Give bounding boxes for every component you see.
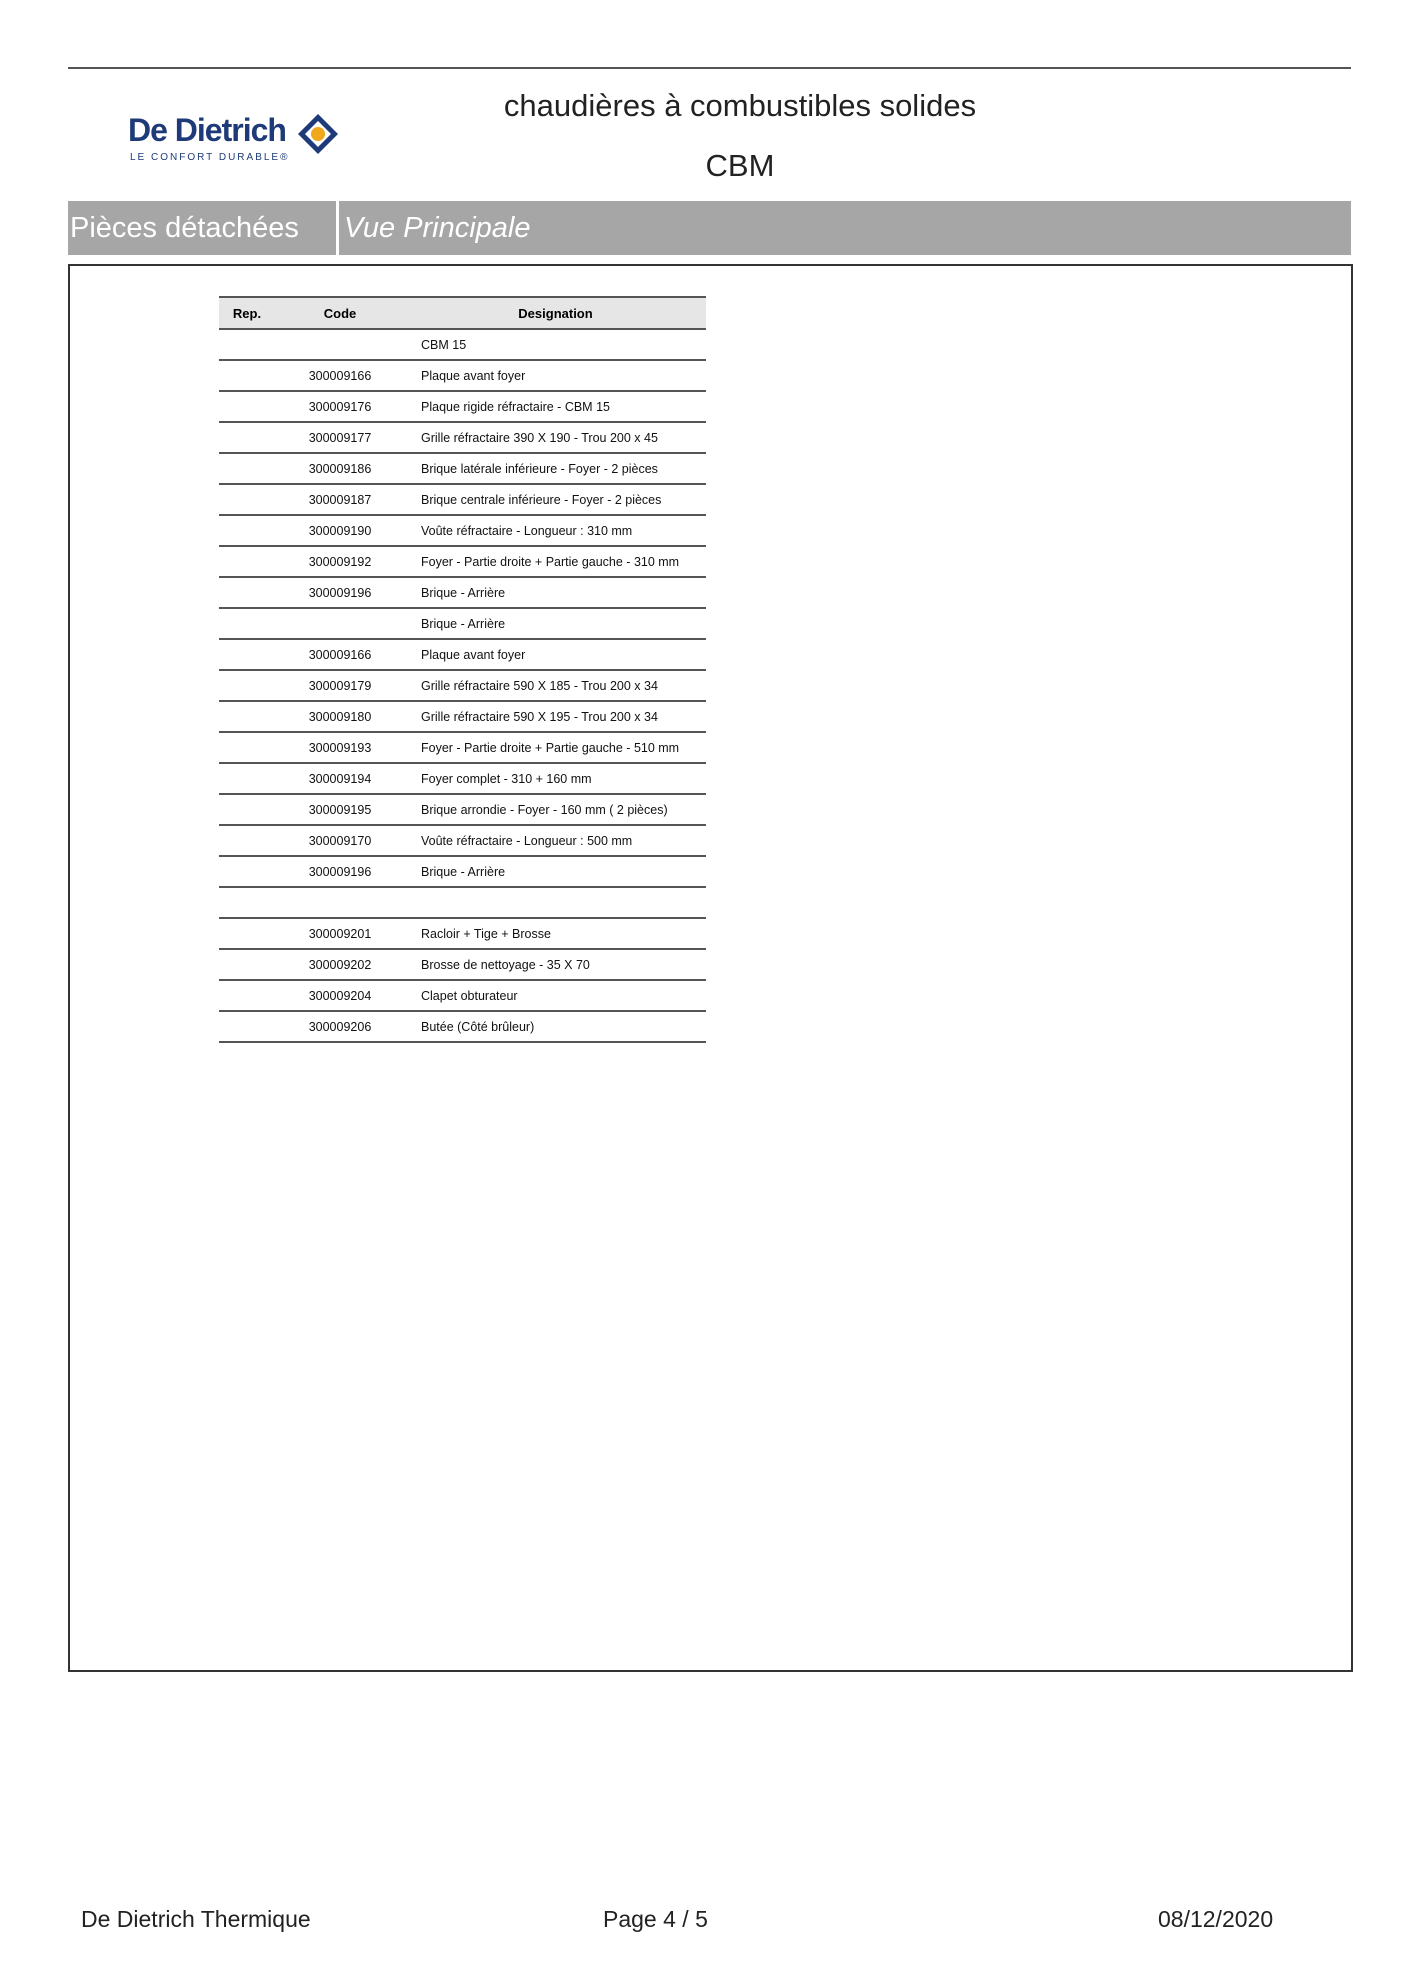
- rep-cell: [219, 639, 275, 670]
- footer-date: 08/12/2020: [1158, 1906, 1274, 1932]
- model-subtitle: CBM: [705, 148, 775, 183]
- code-cell: 300009202: [275, 949, 405, 980]
- rep-cell: [219, 608, 275, 639]
- rep-cell: [219, 422, 275, 453]
- code-cell: 300009190: [275, 515, 405, 546]
- table-row: [219, 1011, 706, 1042]
- code-cell: 300009186: [275, 453, 405, 484]
- band-separator: [336, 201, 339, 255]
- code-cell: 300009166: [275, 639, 405, 670]
- rep-cell: [219, 360, 275, 391]
- rep-cell: [219, 856, 275, 887]
- parts-table: [219, 296, 706, 1043]
- designation-cell: Grille réfractaire 390 X 190 - Trou 200 x 45: [405, 422, 706, 453]
- rep-cell: [219, 825, 275, 856]
- code-cell: 300009196: [275, 577, 405, 608]
- designation-cell: Brique - Arrière: [405, 577, 706, 608]
- table-row: [219, 794, 706, 825]
- rep-cell: [219, 980, 275, 1011]
- rep-cell: [219, 484, 275, 515]
- code-cell: [275, 887, 405, 918]
- footer-page-number: Page 4 / 5: [603, 1906, 708, 1932]
- rep-cell: [219, 391, 275, 422]
- code-cell: 300009180: [275, 701, 405, 732]
- section-band: [68, 201, 1351, 255]
- document-title: chaudières à combustibles solides: [503, 88, 977, 123]
- table-row: [219, 887, 706, 918]
- diamond-logo-icon: [296, 112, 340, 156]
- designation-cell: Racloir + Tige + Brosse: [405, 918, 706, 949]
- rep-cell: [219, 546, 275, 577]
- code-cell: 300009192: [275, 546, 405, 577]
- table-row: [219, 825, 706, 856]
- code-cell: 300009179: [275, 670, 405, 701]
- table-row: [219, 453, 706, 484]
- view-label: Vue Principale: [344, 212, 531, 244]
- rep-cell: [219, 763, 275, 794]
- rep-cell: [219, 577, 275, 608]
- rep-cell: [219, 701, 275, 732]
- code-cell: 300009166: [275, 360, 405, 391]
- code-cell: 300009170: [275, 825, 405, 856]
- table-row: [219, 918, 706, 949]
- code-cell: 300009176: [275, 391, 405, 422]
- table-row: [219, 577, 706, 608]
- rep-cell: [219, 1011, 275, 1042]
- code-cell: 300009187: [275, 484, 405, 515]
- rep-cell: [219, 329, 275, 360]
- designation-cell: Plaque avant foyer: [405, 360, 706, 391]
- table-row: [219, 763, 706, 794]
- code-cell: 300009201: [275, 918, 405, 949]
- designation-cell: [405, 887, 706, 918]
- code-cell: 300009204: [275, 980, 405, 1011]
- rep-cell: [219, 918, 275, 949]
- top-rule: [68, 67, 1351, 69]
- designation-cell: CBM 15: [405, 329, 706, 360]
- header-rep: Rep.: [219, 297, 275, 329]
- table-row: [219, 856, 706, 887]
- header-code: Code: [275, 297, 405, 329]
- parts-table-body: [219, 329, 706, 1042]
- footer-company: De Dietrich Thermique: [81, 1906, 311, 1932]
- designation-cell: Clapet obturateur: [405, 980, 706, 1011]
- designation-cell: Brique latérale inférieure - Foyer - 2 pièces: [405, 453, 706, 484]
- designation-cell: Brique - Arrière: [405, 608, 706, 639]
- designation-cell: Brique centrale inférieure - Foyer - 2 pièces: [405, 484, 706, 515]
- designation-cell: Plaque avant foyer: [405, 639, 706, 670]
- designation-cell: Foyer complet - 310 + 160 mm: [405, 763, 706, 794]
- designation-cell: Plaque rigide réfractaire - CBM 15: [405, 391, 706, 422]
- table-row: [219, 360, 706, 391]
- code-cell: [275, 329, 405, 360]
- de-dietrich-logo: [128, 112, 348, 172]
- rep-cell: [219, 670, 275, 701]
- designation-cell: Foyer - Partie droite + Partie gauche - 510 mm: [405, 732, 706, 763]
- table-row: [219, 980, 706, 1011]
- code-cell: 300009195: [275, 794, 405, 825]
- table-row: [219, 391, 706, 422]
- code-cell: [275, 608, 405, 639]
- table-header-row: [219, 297, 706, 329]
- designation-cell: Brique - Arrière: [405, 856, 706, 887]
- code-cell: 300009196: [275, 856, 405, 887]
- header-designation: Designation: [405, 297, 706, 329]
- code-cell: 300009206: [275, 1011, 405, 1042]
- rep-cell: [219, 732, 275, 763]
- designation-cell: Butée (Côté brûleur): [405, 1011, 706, 1042]
- code-cell: 300009177: [275, 422, 405, 453]
- logo-brand: De Dietrich: [128, 112, 286, 148]
- designation-cell: Brique arrondie - Foyer - 160 mm ( 2 pièces): [405, 794, 706, 825]
- table-row: [219, 329, 706, 360]
- rep-cell: [219, 949, 275, 980]
- code-cell: 300009193: [275, 732, 405, 763]
- rep-cell: [219, 794, 275, 825]
- table-row: [219, 639, 706, 670]
- code-cell: 300009194: [275, 763, 405, 794]
- table-row: [219, 732, 706, 763]
- designation-cell: Brosse de nettoyage - 35 X 70: [405, 949, 706, 980]
- table-row: [219, 701, 706, 732]
- table-row: [219, 484, 706, 515]
- table-row: [219, 670, 706, 701]
- designation-cell: Grille réfractaire 590 X 195 - Trou 200 x 34: [405, 701, 706, 732]
- designation-cell: Grille réfractaire 590 X 185 - Trou 200 x 34: [405, 670, 706, 701]
- rep-cell: [219, 515, 275, 546]
- table-row: [219, 608, 706, 639]
- designation-cell: Voûte réfractaire - Longueur : 310 mm: [405, 515, 706, 546]
- designation-cell: Voûte réfractaire - Longueur : 500 mm: [405, 825, 706, 856]
- table-row: [219, 422, 706, 453]
- rep-cell: [219, 887, 275, 918]
- table-row: [219, 949, 706, 980]
- section-label: Pièces détachées: [70, 212, 299, 244]
- table-row: [219, 546, 706, 577]
- table-row: [219, 515, 706, 546]
- logo-tagline: LE CONFORT DURABLE®: [130, 152, 290, 163]
- rep-cell: [219, 453, 275, 484]
- designation-cell: Foyer - Partie droite + Partie gauche - 310 mm: [405, 546, 706, 577]
